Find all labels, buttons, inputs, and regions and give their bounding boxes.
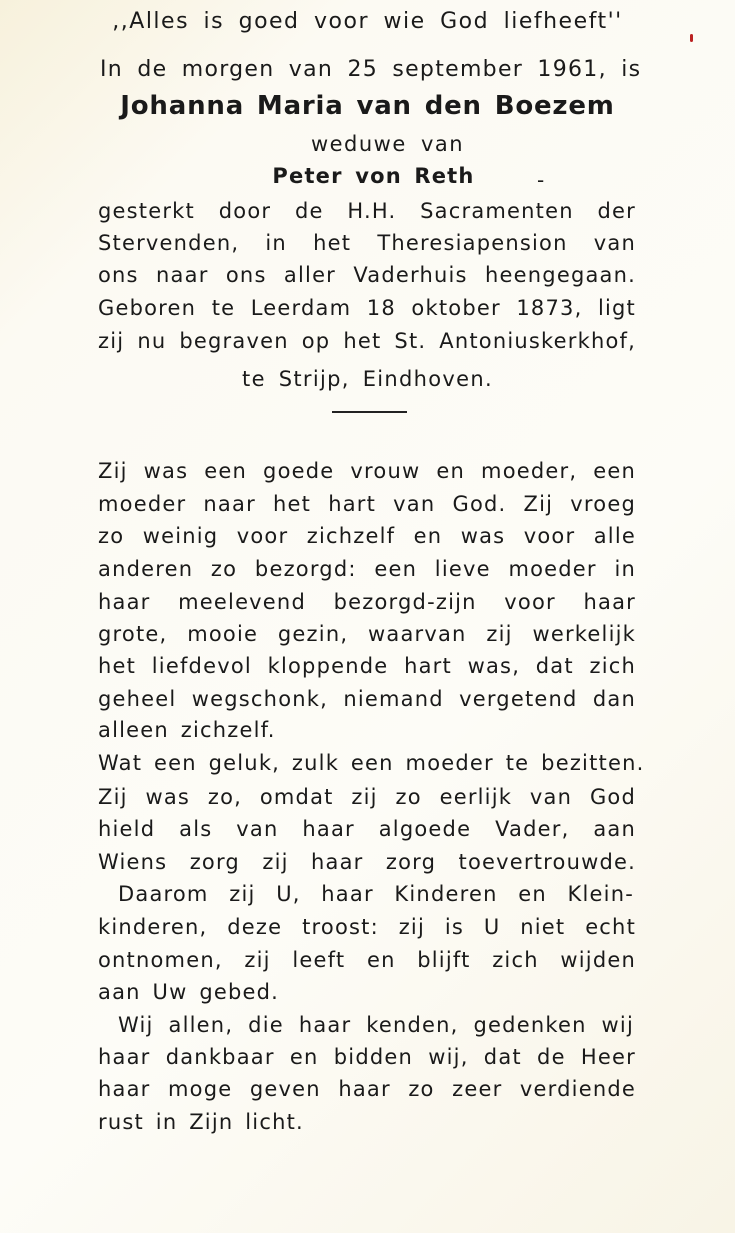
text-line: rust in Zijn licht. [98, 1110, 304, 1134]
text-line: zo weinig voor zichzelf en was voor alle [98, 524, 636, 548]
announcement-line: gesterkt door de H.H. Sacramenten der [98, 199, 636, 223]
text-line: Wat een geluk, zulk een moeder te bezitten. [98, 751, 645, 775]
bible-quote: ,,Alles is goed voor wie God liefheeft'' [112, 9, 623, 34]
burial-place: te Strijp, Eindhoven. [242, 367, 493, 391]
text-line: alleen zichzelf. [98, 718, 276, 742]
dash-mark: - [537, 168, 545, 192]
text-line: aan Uw gebed. [98, 980, 280, 1004]
text-line: haar dankbaar en bidden wij, dat de Heer [98, 1045, 636, 1069]
deceased-name: Johanna Maria van den Boezem [120, 91, 615, 121]
text-line: Daarom zij U, haar Kinderen en Klein- [118, 882, 634, 906]
announcement-line: zij nu begraven op het St. Antoniuskerkhof, [98, 329, 636, 353]
ink-speck [690, 34, 693, 42]
text-line: Wij allen, die haar kenden, gedenken wij [118, 1013, 634, 1037]
text-line: moeder naar het hart van God. Zij vroeg [98, 492, 636, 516]
intro-line: In de morgen van 25 september 1961, is [100, 57, 642, 82]
text-line: Wiens zorg zij haar zorg toevertrouwde. [98, 850, 636, 874]
announcement-line: Geboren te Leerdam 18 oktober 1873, ligt [98, 296, 636, 320]
announcement-line: Stervenden, in het Theresiapension van [98, 231, 636, 255]
text-line: hield als van haar algoede Vader, aan [98, 817, 636, 841]
text-line: Zij was een goede vrouw en moeder, een [98, 459, 636, 483]
divider-rule [332, 411, 407, 413]
announcement-line: ons naar ons aller Vaderhuis heengegaan. [98, 263, 636, 287]
text-line: haar meelevend bezorgd-zijn voor haar [98, 590, 636, 614]
text-line: grote, mooie gezin, waarvan zij werkelijk [98, 622, 636, 646]
widow-of-label: weduwe van [310, 132, 465, 156]
text-line: geheel wegschonk, niemand vergetend dan [98, 687, 636, 711]
text-line: het liefdevol kloppende hart was, dat zich [98, 654, 636, 678]
text-line: haar moge geven haar zo zeer verdiende [98, 1077, 636, 1101]
text-line: ontnomen, zij leeft en blijft zich wijden [98, 948, 636, 972]
text-line: anderen zo bezorgd: een lieve moeder in [98, 557, 636, 581]
husband-name: Peter von Reth [272, 164, 475, 188]
text-line: kinderen, deze troost: zij is U niet echt [98, 915, 636, 939]
text-line: Zij was zo, omdat zij zo eerlijk van God [98, 785, 636, 809]
